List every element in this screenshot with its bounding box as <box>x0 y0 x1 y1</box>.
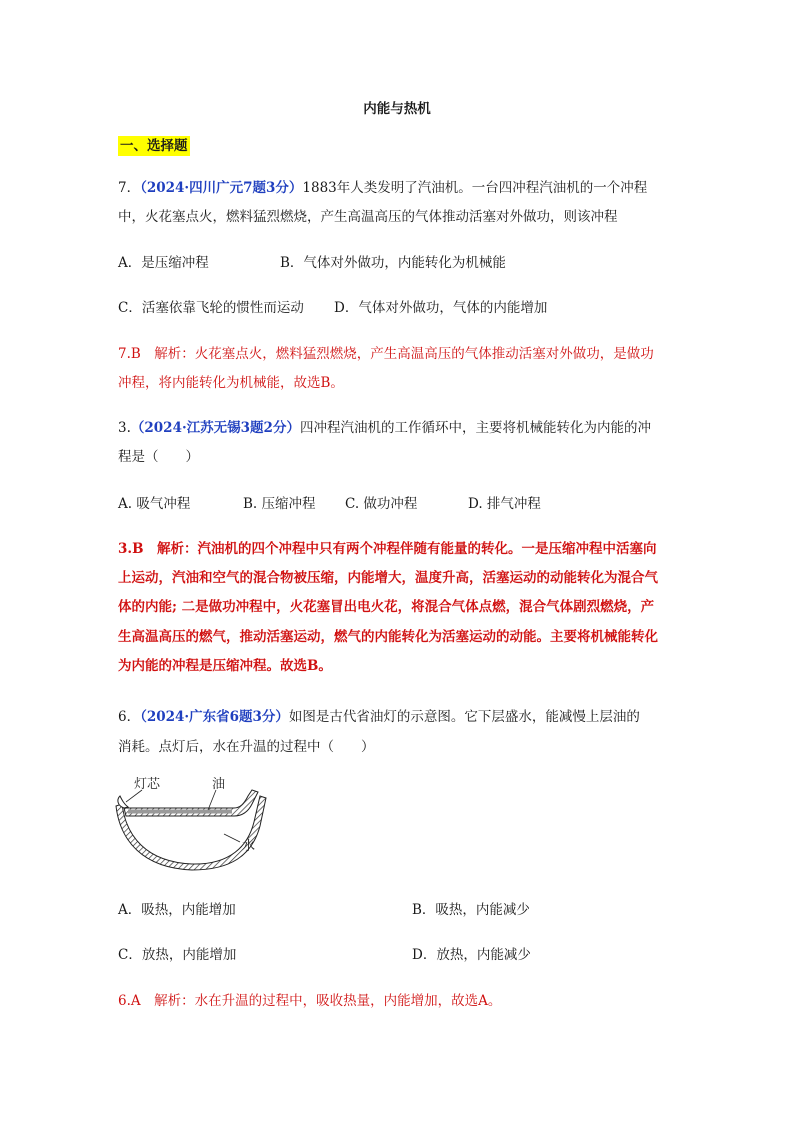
q3-number: 3. <box>118 420 131 436</box>
q6-option-c: C．放热，内能增加 <box>118 947 237 963</box>
oil-label: 油 <box>212 777 226 792</box>
lamp-oil-layer <box>128 810 232 814</box>
q6-source: （2024·广东省6题3分） <box>140 709 289 725</box>
q3-text-2: 程是（ ） <box>118 449 199 465</box>
q7-option-d: D．气体对外做功，气体的内能增加 <box>334 300 548 316</box>
q7-option-a: A．是压缩冲程 <box>118 255 209 271</box>
q7-answer-1: 7.B 解析：火花塞点火，燃料猛烈燃烧，产生高温高压的气体推动活塞对外做功，是做功 <box>118 346 654 362</box>
q3-option-b: B. 压缩冲程 <box>243 496 316 512</box>
q7-number: 7． <box>118 180 141 196</box>
q3-answer-1: 3.B 解析：汽油机的四个冲程中只有两个冲程伴随有能量的转化。一是压缩冲程中活塞向 <box>118 541 657 557</box>
q7-text-2: 中，火花塞点火，燃料猛烈燃烧，产生高温高压的气体推动活塞对外做功，则该冲程 <box>118 209 618 225</box>
q6-option-d: D．放热，内能减少 <box>412 947 531 963</box>
q3-text-1: 四冲程汽油机的工作循环中，主要将机械能转化为内能的冲 <box>299 420 651 436</box>
q3-source: （2024·江苏无锡3题2分） <box>130 420 300 436</box>
q6-option-b: B．吸热，内能减少 <box>412 902 530 918</box>
q3-answer-4: 生高温高压的燃气，推动活塞运动，燃气的内能转化为活塞运动的动能。主要将机械能转化 <box>118 629 658 645</box>
q7-option-b: B．气体对外做功，内能转化为机械能 <box>280 255 506 271</box>
q3-option-d: D. 排气冲程 <box>468 496 541 512</box>
q3-answer-5: 为内能的冲程是压缩冲程。故选B。 <box>118 658 332 674</box>
page-title: 内能与热机 <box>363 101 431 117</box>
q7-answer-2: 冲程，将内能转化为机械能，故选B。 <box>118 375 344 391</box>
q6-text-2: 消耗。点灯后，水在升温的过程中（ ） <box>118 739 375 755</box>
q6-answer-1: 6.A 解析：水在升温的过程中，吸收热量，内能增加，故选A。 <box>118 993 502 1009</box>
q3-option-a: A. 吸气冲程 <box>118 496 191 512</box>
wick-label: 灯芯 <box>134 777 161 792</box>
q6-number: 6． <box>118 709 141 725</box>
q6-line1 <box>118 707 640 727</box>
q3-answer-3: 体的内能; 二是做功冲程中，火花塞冒出电火花，将混合气体点燃，混合气体剧烈燃烧，产 <box>118 599 655 615</box>
section-heading: 一、选择题 <box>120 138 188 154</box>
q3-option-c: C. 做功冲程 <box>345 496 418 512</box>
q6-text-1: 如图是古代省油灯的示意图。它下层盛水，能减慢上层油的 <box>288 709 640 725</box>
q7-line1 <box>118 178 647 198</box>
water-leader-line <box>224 834 240 842</box>
water-label: 水 <box>242 839 256 854</box>
q7-option-c: C．活塞依靠飞轮的惯性而运动 <box>118 300 304 316</box>
q3-answer-2: 上运动，汽油和空气的混合物被压缩，内能增大，温度升高，活塞运动的动能转化为混合气 <box>118 570 658 586</box>
oil-leader-line <box>208 790 216 810</box>
q3-line1 <box>118 418 651 438</box>
q7-text-1: 1883年人类发明了汽油机。一台四冲程汽油机的一个冲程 <box>302 180 648 196</box>
oil-lamp-figure <box>112 776 272 872</box>
q6-option-a: A．吸热，内能增加 <box>118 902 236 918</box>
q7-source: （2024·四川广元7题3分） <box>140 180 303 196</box>
